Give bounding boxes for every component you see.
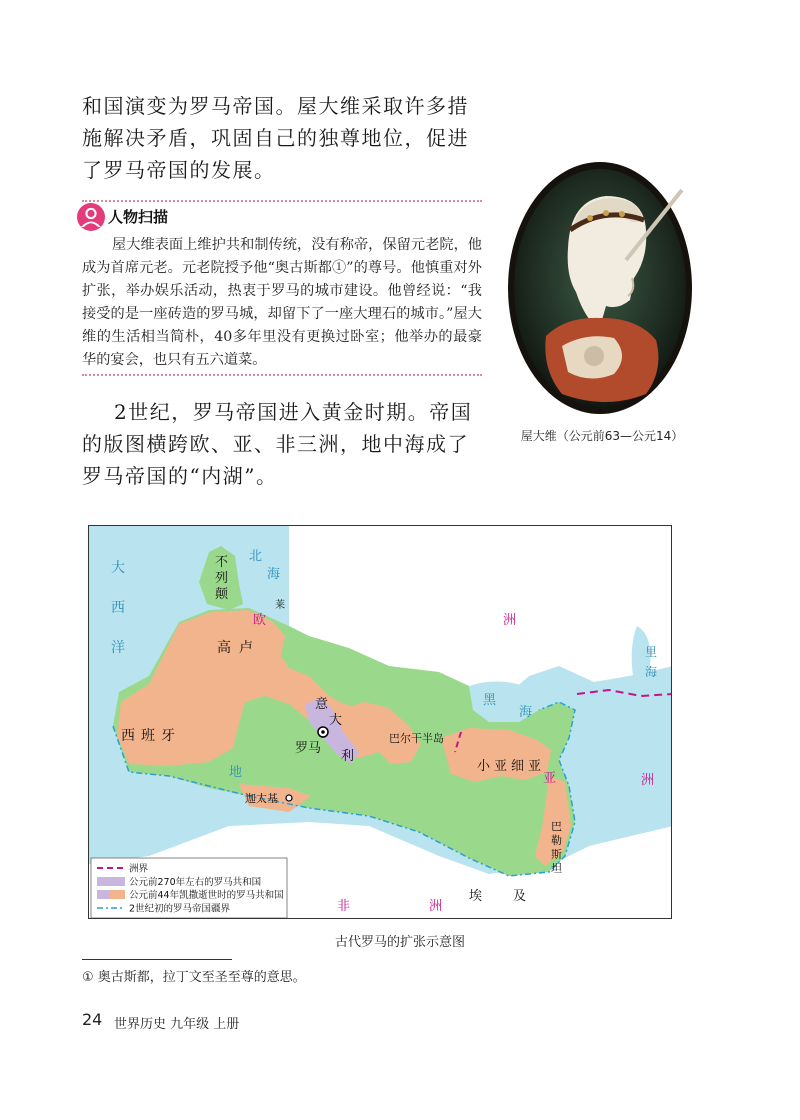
footnote: ① 奥古斯都，拉丁文至圣至尊的意思。 (82, 970, 306, 985)
paragraph-golden-age: 2世纪，罗马帝国进入黄金时期。帝国的版图横跨欧、亚、非三洲，地中海成了罗马帝国的“内湖”。 (82, 400, 473, 488)
map-legend (91, 858, 287, 918)
scan-bottom-divider (82, 374, 482, 376)
atlantic-label-xi: 西 (111, 600, 125, 616)
book-title: 世界历史 九年级 上册 (114, 1017, 240, 1032)
person-icon (76, 202, 106, 232)
paragraph-intro: 和国演变为罗马帝国。屋大维采取许多措施解决矛盾，巩固自己的独尊地位，促进了罗马帝国的发展。 (82, 94, 469, 182)
balkan-label: 巴尔干半岛 (389, 732, 444, 745)
legend-empire-border: 2世纪初的罗马帝国疆界 (129, 903, 231, 915)
britain-char-3: 颠 (215, 587, 229, 602)
rome-label: 罗马 (295, 741, 322, 756)
legend-44bc: 公元前44年凯撒逝世时的罗马共和国 (129, 890, 284, 901)
palestine-vertical-label: 巴勒斯坦 (551, 820, 562, 875)
rhine-label-lai: 莱 (275, 600, 285, 611)
north-sea-label-hai: 海 (267, 567, 281, 582)
black-sea-label-hai: 海 (519, 705, 533, 720)
legend-continent-border: 洲界 (129, 863, 149, 875)
gaul-label: 高卢 (217, 640, 261, 656)
portrait-caption: 屋大维（公元前63—公元14） (520, 429, 684, 443)
italy-label-li: 利 (341, 749, 355, 764)
italy-label-yi: 意 (315, 697, 329, 712)
character-scan-body: 屋大维表面上维护共和制传统，没有称帝，保留元老院，他成为首席元老。元老院授予他“奥古斯都①”的尊号。他慎重对外扩张，举办娱乐活动，热衷于罗马的城市建设。他曾经说：“我接受的是一座砖造的罗马城，却留下了一座大理石的城市。”屋大维的生活相当简朴，40多年里没有更换过卧室；他举办的最豪华的宴会，也只有五六道菜。 (82, 237, 482, 368)
page-number: 24 (82, 1010, 103, 1029)
scan-top-divider (82, 200, 482, 202)
asia-minor-label: 小亚细亚 (477, 759, 546, 774)
europe-label-ou: 欧 (253, 613, 267, 628)
egypt-label-ai: 埃 (469, 889, 483, 904)
carthage-label: 迦太基 (245, 792, 278, 805)
britain-char-2: 列 (215, 571, 229, 586)
octavian-cameo-image (506, 160, 694, 416)
north-sea-label-bei: 北 (249, 549, 263, 564)
caspian-label-li: 里 (645, 645, 658, 659)
atlantic-label-da: 大 (111, 560, 125, 576)
spain-label: 西班牙 (121, 728, 181, 744)
europe-label-zhou: 洲 (503, 613, 517, 628)
asia-label-zhou: 洲 (641, 773, 655, 788)
britain-char-1: 不 (215, 555, 229, 570)
italy-label-da: 大 (329, 713, 343, 728)
character-scan-title: 人物扫描 (108, 208, 169, 226)
africa-label-fei: 非 (337, 899, 351, 914)
sardinia-island (283, 738, 295, 762)
roman-expansion-map (88, 525, 672, 919)
black-sea-label-hei: 黑 (483, 693, 497, 708)
asia-label-ya: 亚 (543, 771, 557, 786)
britain-label (215, 555, 229, 602)
footnote-divider (82, 959, 232, 960)
carthage-marker (286, 795, 292, 801)
legend-270bc-swatch (97, 877, 125, 886)
legend-270bc: 公元前270年左右的罗马共和国 (129, 877, 262, 888)
africa-label-zhou: 洲 (429, 899, 443, 914)
med-sea-label-di: 地 (229, 765, 243, 780)
caspian-label-hai: 海 (645, 665, 658, 679)
egypt-label-ji: 及 (513, 889, 527, 904)
map-caption: 古代罗马的扩张示意图 (334, 935, 465, 950)
atlantic-label-yang: 洋 (111, 640, 125, 656)
